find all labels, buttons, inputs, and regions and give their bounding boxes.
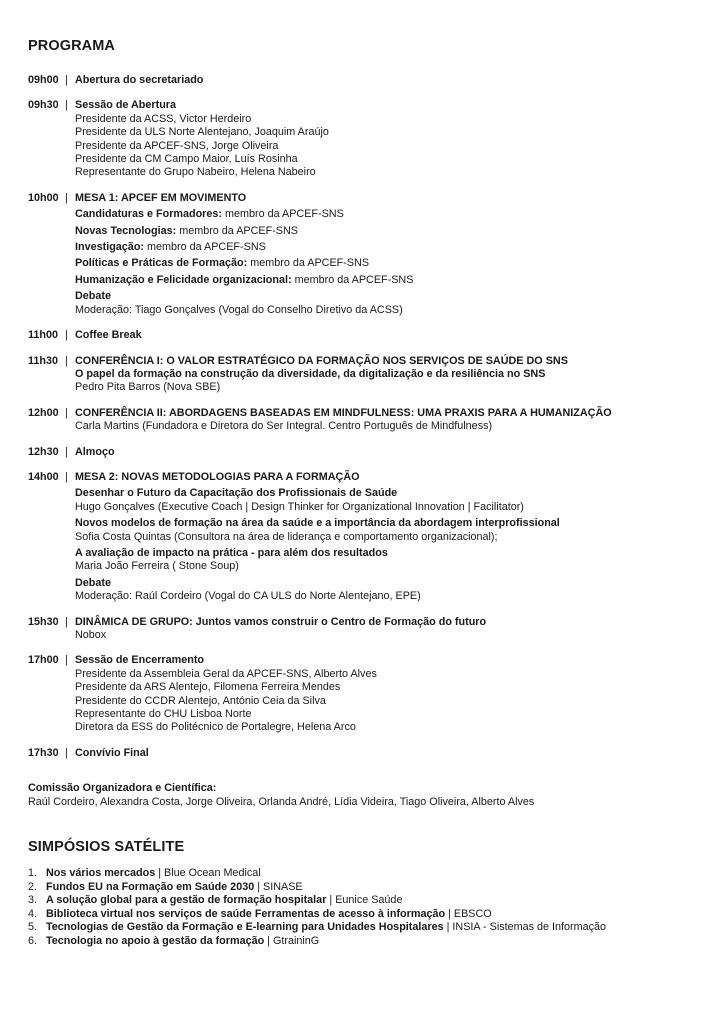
list-item: 2. Fundos EU na Formação em Saúde 2030 | SINASE — [28, 880, 303, 893]
list-item: 5. Tecnologias de Gestão da Formação e E-learning para Unidades Hospitalares | INSIA - Sistemas de Informação — [28, 921, 607, 934]
speaker-line: Pedro Pita Barros (Nova SBE) — [75, 381, 221, 394]
speaker-line: Nobox — [75, 629, 107, 641]
schedule-entry — [28, 616, 688, 643]
separator: | — [65, 470, 68, 483]
moderation-line: Moderação: Raúl Cordeiro (Vogal do CA ULS do Norte Alentejano, EPE) — [75, 590, 421, 603]
speaker-line: Diretora da ESS do Politécnico de Portalegre, Helena Arco — [75, 721, 356, 734]
speaker-line: Presidente da ARS Alentejo, Filomena Ferreira Mendes — [75, 681, 341, 694]
schedule-entry — [28, 446, 688, 459]
entry-time: 11h30 — [28, 354, 59, 367]
separator: | — [65, 329, 68, 342]
entry-title: CONFERÊNCIA II: ABORDAGENS BASEADAS EM MINDFULNESS: UMA PRAXIS PARA A HUMANIZAÇÃO — [75, 406, 612, 419]
schedule-entry — [28, 74, 688, 87]
talk-title: Novos modelos de formação na área da saúde e a importância da abordagem interprofissional — [75, 517, 560, 530]
schedule-entry — [28, 471, 688, 604]
speaker-line: Representante do CHU Lisboa Norte — [75, 708, 252, 721]
talk-speaker: Sofia Costa Quintas (Consultora na área de liderança e comportamento organizacional); — [75, 530, 498, 543]
entry-time: 17h30 — [28, 746, 59, 759]
entry-time: 10h00 — [28, 191, 59, 204]
speaker-line: Presidente da Assembleia Geral da APCEF-SNS, Alberto Alves — [75, 667, 377, 680]
entry-title: Abertura do secretariado — [75, 74, 204, 86]
talk-speaker: Hugo Gonçalves (Executive Coach | Design Thinker for Organizational Innovation | Facilitator) — [75, 500, 524, 513]
entry-title: Sessão de Abertura — [75, 99, 177, 112]
committee-block — [28, 782, 688, 809]
entry-title: Almoço — [75, 445, 115, 458]
schedule-entry — [28, 355, 688, 395]
entry-time: 12h00 — [28, 406, 59, 419]
list-item: 6. Tecnologia no apoio à gestão da formação | GtraininG — [28, 934, 320, 947]
entry-title: MESA 1: APCEF EM MOVIMENTO — [75, 191, 247, 204]
entry-title: CONFERÊNCIA I: O VALOR ESTRATÉGICO DA FORMAÇÃO NOS SERVIÇOS DE SAÚDE DO SNS — [75, 354, 568, 367]
entry-subtitle: O papel da formação na construção da diversidade, da digitalização e da resiliência no SNS — [75, 367, 546, 380]
entry-time: 09h00 — [28, 74, 59, 86]
committee-title: Comissão Organizadora e Científica: — [28, 782, 217, 795]
panel-topic: Novas Tecnologias: membro da APCEF-SNS — [75, 224, 299, 237]
entry-time: 14h00 — [28, 470, 59, 483]
separator: | — [65, 74, 68, 86]
schedule-entry — [28, 99, 688, 179]
separator: | — [65, 354, 68, 367]
talk-title: Desenhar o Futuro da Capacitação dos Profissionais de Saúde — [75, 487, 398, 500]
separator: | — [65, 615, 68, 628]
speaker-line: Presidente do CCDR Alentejo, António Ceia da Silva — [75, 694, 326, 707]
entry-title: Sessão de Encerramento — [75, 654, 205, 667]
entry-title: MESA 2: NOVAS METODOLOGIAS PARA A FORMAÇÃO — [75, 470, 360, 483]
entry-time: 17h00 — [28, 654, 59, 667]
schedule-entry — [28, 747, 688, 760]
schedule-entry — [28, 192, 688, 317]
programa-heading: PROGRAMA — [28, 38, 115, 54]
panel-topic: Candidaturas e Formadores: membro da APCEF-SNS — [75, 208, 344, 221]
speaker-line: Presidente da ACSS, Victor Herdeiro — [75, 112, 252, 125]
separator: | — [65, 406, 68, 419]
schedule-entry — [28, 407, 688, 434]
speaker-line: Presidente da CM Campo Maior, Luís Rosinha — [75, 153, 298, 166]
panel-topic: Políticas e Práticas de Formação: membro da APCEF-SNS — [75, 257, 370, 270]
speaker-line: Presidente da ULS Norte Alentejano, Joaquim Araújo — [75, 126, 329, 139]
panel-topic: Investigação: membro da APCEF-SNS — [75, 241, 266, 254]
separator: | — [65, 445, 68, 458]
separator: | — [65, 654, 68, 667]
entry-time: 15h30 — [28, 615, 59, 628]
committee-names: Raúl Cordeiro, Alexandra Costa, Jorge Oliveira, Orlanda André, Lídia Videira, Tiago Oliveira, Alberto Alves — [28, 795, 535, 808]
debate-label: Debate — [75, 290, 112, 303]
entry-title: Convívio Final — [75, 746, 149, 759]
list-item: 3. A solução global para a gestão de formação hospitalar | Eunice Saúde — [28, 894, 403, 907]
simposios-heading: SIMPÓSIOS SATÉLITE — [28, 839, 185, 856]
speaker-line: Representante do Grupo Nabeiro, Helena Nabeiro — [75, 166, 316, 179]
moderation-line: Moderação: Tiago Gonçalves (Vogal do Conselho Diretivo da ACSS) — [75, 303, 403, 316]
separator: | — [65, 99, 68, 112]
list-item: 1. Nos vários mercados | Blue Ocean Medical — [28, 867, 261, 880]
entry-time: 12h30 — [28, 445, 59, 458]
simposios-list — [28, 867, 688, 948]
debate-label: Debate — [75, 576, 112, 589]
entry-time: 11h00 — [28, 329, 59, 342]
talk-speaker: Maria João Ferreira ( Stone Soup) — [75, 560, 239, 573]
list-item: 4. Biblioteca virtual nos serviços de saúde Ferramentas de acesso à informação | EBSCO — [28, 907, 492, 920]
talk-title: A avaliação de impacto na prática - para além dos resultados — [75, 546, 388, 559]
entry-title: Coffee Break — [75, 329, 142, 342]
speaker-line: Carla Martins (Fundadora e Diretora do Ser Integral. Centro Português de Mindfulness) — [75, 420, 493, 433]
separator: | — [65, 191, 68, 204]
schedule-entry — [28, 329, 688, 342]
schedule-entry — [28, 654, 688, 734]
document-page — [28, 38, 688, 948]
panel-topic: Humanização e Felicidade organizacional: membro da APCEF-SNS — [75, 273, 414, 286]
entry-title: DINÂMICA DE GRUPO: Juntos vamos construir o Centro de Formação do futuro — [75, 615, 487, 628]
entry-time: 09h30 — [28, 99, 59, 112]
speaker-line: Presidente da APCEF-SNS, Jorge Oliveira — [75, 139, 279, 152]
separator: | — [65, 746, 68, 759]
